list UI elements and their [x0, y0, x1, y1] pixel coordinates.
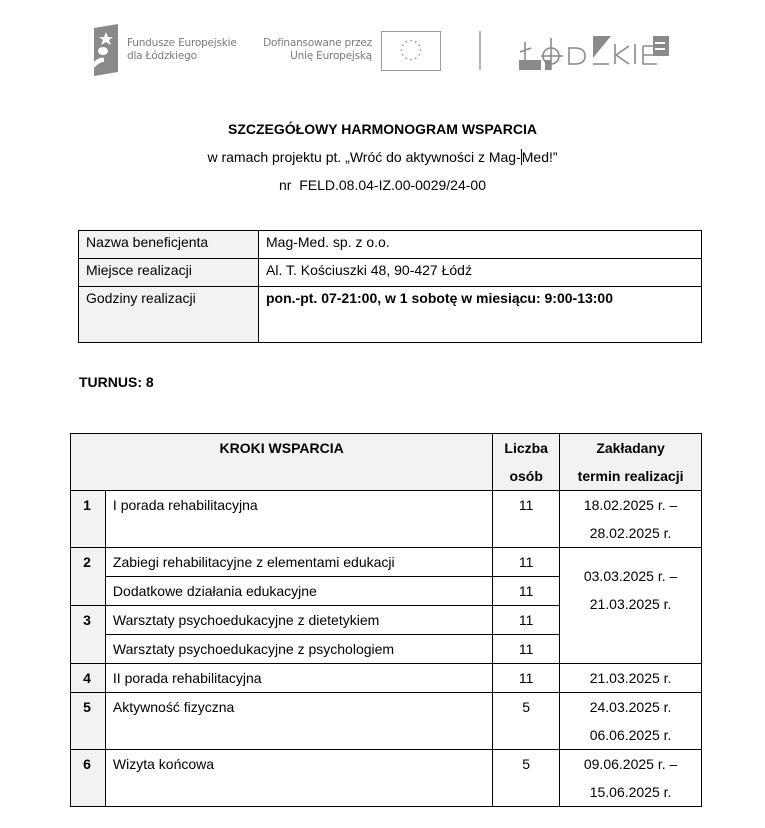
cofinanced-text: [258, 37, 372, 63]
step-count: 11: [493, 606, 560, 635]
header-date: [560, 434, 702, 491]
document-header: [0, 120, 765, 192]
step-date-line1: 24.03.2025 r.: [589, 699, 672, 715]
step-name: Zabiegi rehabilitacyjne z elementami edukacji: [105, 548, 492, 577]
step-date-line1: 18.02.2025 r. –: [583, 497, 678, 513]
table-row: [71, 664, 702, 693]
info-row-location: [79, 259, 702, 287]
subtitle-prefix: w ramach projektu pt. „Wróć do aktywności z Mag-: [207, 149, 521, 165]
step-date: [560, 491, 702, 548]
info-label: Nazwa beneficjenta: [79, 231, 259, 259]
fe-logo-text: [127, 37, 237, 63]
step-number: 2: [71, 548, 106, 606]
info-label: Miejsce realizacji: [79, 259, 259, 287]
step-name: Dodatkowe działania edukacyjne: [105, 577, 492, 606]
step-count: 11: [493, 548, 560, 577]
fundusze-europejskie-logo-icon: [88, 22, 122, 76]
step-name: Warsztaty psychoedukacyjne z psychologiem: [105, 635, 492, 664]
info-row-hours: [79, 287, 702, 343]
step-date-line2: 28.02.2025 r.: [589, 525, 672, 541]
step-number: 3: [71, 606, 106, 664]
document-title: SZCZEGÓŁOWY HARMONOGRAM WSPARCIA: [227, 121, 538, 137]
eu-flag-icon: [381, 31, 441, 71]
header-steps: KROKI WSPARCIA: [71, 434, 493, 491]
step-date: 21.03.2025 r.: [560, 664, 702, 693]
header-date-line1: Zakładany: [596, 440, 665, 456]
header-date-line2: termin realizacji: [577, 468, 684, 484]
header-count-line1: Liczba: [504, 440, 548, 456]
step-count: 11: [493, 664, 560, 693]
step-number: 6: [71, 750, 106, 807]
step-count: 5: [493, 750, 560, 807]
support-steps-table: [70, 433, 702, 807]
lodzkie-region-logo-icon: [517, 30, 672, 72]
step-date-line1: 09.06.2025 r. –: [583, 756, 678, 772]
step-date-line2: 06.06.2025 r.: [589, 727, 672, 743]
step-date-merged: [560, 548, 702, 664]
subtitle-suffix: Med!”: [521, 149, 558, 165]
fe-logo-line2: dla Łódzkiego: [127, 50, 197, 62]
info-value: Mag-Med. sp. z o.o.: [259, 231, 702, 259]
table-row: [71, 548, 702, 577]
step-name: Warsztaty psychoedukacyjne z dietetykiem: [105, 606, 492, 635]
table-header-row: [71, 434, 702, 491]
beneficiary-info-table: [78, 230, 702, 343]
step-number: 5: [71, 693, 106, 750]
fe-logo-line1: Fundusze Europejskie: [127, 37, 237, 49]
step-count: 11: [493, 491, 560, 548]
step-date: [560, 693, 702, 750]
info-label: Godziny realizacji: [79, 287, 259, 343]
step-date-line2: 21.03.2025 r.: [589, 596, 672, 612]
table-row: [71, 750, 702, 807]
info-row-beneficiary: [79, 231, 702, 259]
step-date-line1: 03.03.2025 r. –: [583, 568, 678, 584]
step-date-merged-content: [560, 548, 701, 618]
step-date-line2: 15.06.2025 r.: [589, 784, 672, 800]
info-value: Al. T. Kościuszki 48, 90-427 Łódź: [259, 259, 702, 287]
document-subtitle: [0, 140, 765, 166]
step-name: I porada rehabilitacyjna: [105, 491, 492, 548]
step-count: 5: [493, 693, 560, 750]
step-name: II porada rehabilitacyjna: [105, 664, 492, 693]
logo-bar: [0, 0, 765, 90]
project-number: nr FELD.08.04-IZ.00-0029/24-00: [278, 177, 486, 193]
step-count: 11: [493, 635, 560, 664]
step-number: 1: [71, 491, 106, 548]
cofinanced-line2: Unię Europejską: [290, 50, 372, 62]
header-count-line2: osób: [509, 468, 543, 484]
table-row: [71, 693, 702, 750]
step-name: Aktywność fizyczna: [105, 693, 492, 750]
table-row: [71, 491, 702, 548]
step-count: 11: [493, 577, 560, 606]
step-date: [560, 750, 702, 807]
step-number: 4: [71, 664, 106, 693]
logo-divider: [479, 31, 481, 70]
header-count: [493, 434, 560, 491]
info-value: pon.-pt. 07-21:00, w 1 sobotę w miesiącu: 9:00-13:00: [259, 287, 702, 343]
cofinanced-line1: Dofinansowane przez: [263, 37, 372, 49]
turnus-label: TURNUS: 8: [79, 374, 154, 390]
step-name: Wizyta końcowa: [105, 750, 492, 807]
